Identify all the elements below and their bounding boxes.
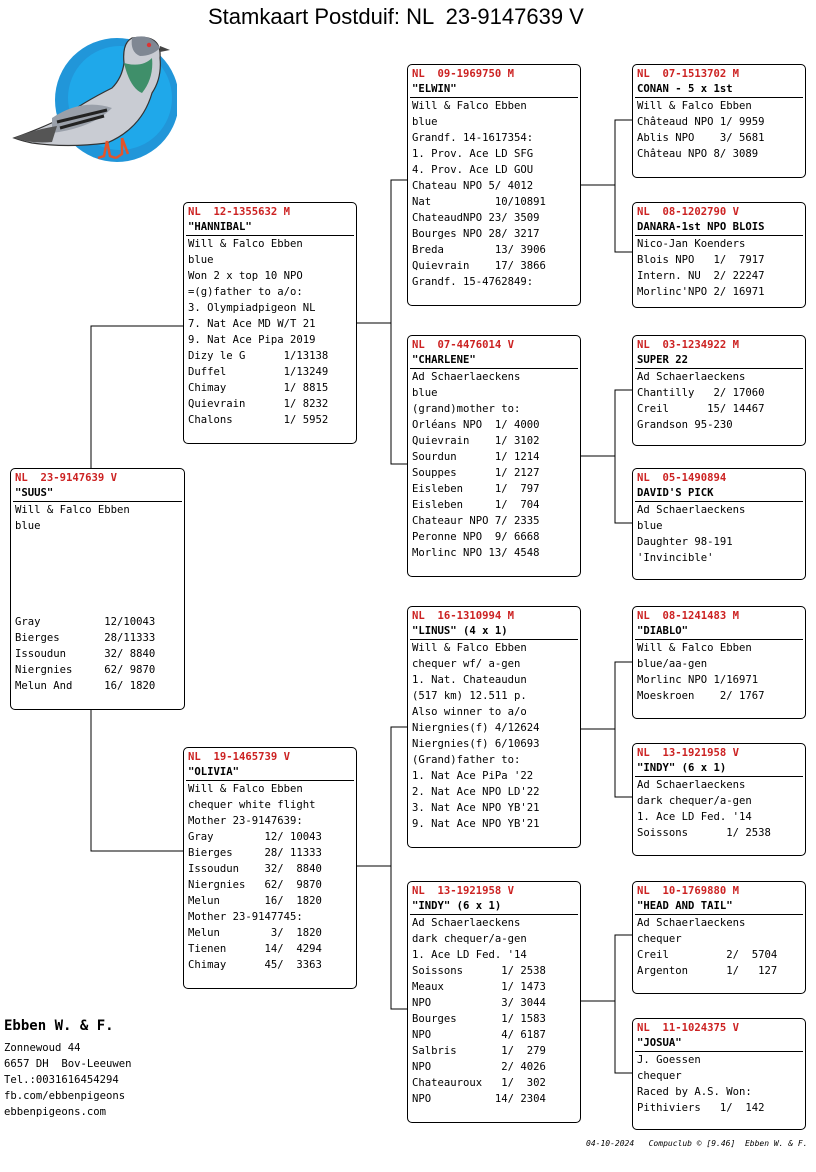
info-line: Creil 2/ 5704 bbox=[637, 949, 778, 961]
pigeon-card-subject bbox=[10, 468, 185, 710]
info-line: (grand)mother to: bbox=[412, 403, 521, 415]
pigeon-card-dss bbox=[632, 606, 806, 719]
pigeon-card-sds bbox=[632, 335, 806, 446]
info-line: Melun 3/ 1820 bbox=[188, 927, 322, 939]
breeder-name: Ebben W. & F. bbox=[4, 1018, 114, 1034]
info-line: 1. Ace LD Fed. '14 bbox=[637, 811, 752, 823]
info-line: Issoudun 32/ 8840 bbox=[188, 863, 322, 875]
info-line: Blois NPO 1/ 7917 bbox=[637, 254, 765, 266]
info-line: Gray 12/ 10043 bbox=[188, 831, 322, 843]
info-line: Mother 23-9147639: bbox=[188, 815, 303, 827]
info-line: Niergnies(f) 6/10693 bbox=[412, 738, 540, 750]
info-line: blue bbox=[15, 520, 41, 532]
info-line: Eisleben 1/ 704 bbox=[412, 499, 540, 511]
pigeon-name: "DIABLO" bbox=[637, 625, 689, 637]
pigeon-name: "OLIVIA" bbox=[188, 766, 240, 778]
info-line: Morlinc'NPO 2/ 16971 bbox=[637, 286, 765, 298]
footer-text: 04-10-2024 Compuclub © [9.46] Ebben W. & F. bbox=[586, 1139, 808, 1148]
info-line: Château NPO 8/ 3089 bbox=[637, 148, 759, 160]
info-line: Will & Falco Ebben bbox=[412, 100, 527, 112]
pigeon-name: "INDY" (6 x 1) bbox=[637, 762, 727, 774]
info-line: Creil 15/ 14467 bbox=[637, 403, 765, 415]
ring-number: NL 03-1234922 M bbox=[637, 339, 740, 351]
pigeon-card-sire-sire bbox=[407, 64, 581, 306]
ring-number: NL 08-1241483 M bbox=[637, 610, 740, 622]
info-line: Grandf. 15-4762849: bbox=[412, 276, 534, 288]
info-line: Moeskroen 2/ 1767 bbox=[637, 690, 765, 702]
breeder-line: Tel.:0031616454294 bbox=[4, 1074, 119, 1086]
info-line: Will & Falco Ebben bbox=[637, 100, 752, 112]
ring-number: NL 13-1921958 V bbox=[637, 747, 740, 759]
ring-number: NL 13-1921958 V bbox=[412, 885, 515, 897]
info-line: blue bbox=[412, 116, 438, 128]
pigeon-name: "SUUS" bbox=[15, 487, 54, 499]
pigeon-card-sire bbox=[183, 202, 357, 444]
info-line: Chalons 1/ 5952 bbox=[188, 414, 329, 426]
info-line: 3. Olympiadpigeon NL bbox=[188, 302, 316, 314]
info-line: Mother 23-9147745: bbox=[188, 911, 303, 923]
info-line: Duffel 1/13249 bbox=[188, 366, 329, 378]
info-line: Bourges NPO 28/ 3217 bbox=[412, 228, 540, 240]
ring-number: NL 23-9147639 V bbox=[15, 472, 118, 484]
breeder-info bbox=[4, 1018, 132, 1120]
info-line: Soissons 1/ 2538 bbox=[637, 827, 771, 839]
pigeon-name: DAVID'S PICK bbox=[637, 487, 714, 499]
info-line: Chateau NPO 5/ 4012 bbox=[412, 180, 534, 192]
info-line: Daughter 98-191 bbox=[637, 536, 733, 548]
pigeon-card-sss bbox=[632, 64, 806, 178]
breeder-line: ebbenpigeons.com bbox=[4, 1106, 107, 1118]
info-line: dark chequer/a-gen bbox=[637, 795, 752, 807]
breeder-line: Zonnewoud 44 bbox=[4, 1042, 81, 1054]
pigeon-card-dsd bbox=[632, 743, 806, 856]
ring-number: NL 07-1513702 M bbox=[637, 68, 740, 80]
pigeon-card-sire-dam bbox=[407, 335, 581, 577]
info-line: 9. Nat Ace Pipa 2019 bbox=[188, 334, 316, 346]
info-line: Grandson 95-230 bbox=[637, 419, 733, 431]
info-line: dark chequer/a-gen bbox=[412, 933, 527, 945]
info-line: Niergnies(f) 4/12624 bbox=[412, 722, 540, 734]
info-line: NPO 3/ 3044 bbox=[412, 997, 546, 1009]
info-line: Nico-Jan Koenders bbox=[637, 238, 746, 250]
info-line: ChateaudNPO 23/ 3509 bbox=[412, 212, 540, 224]
ring-number: NL 12-1355632 M bbox=[188, 206, 291, 218]
pigeon-name: DANARA-1st NPO BLOIS bbox=[637, 221, 765, 233]
pigeon-name: CONAN - 5 x 1st bbox=[637, 83, 733, 95]
result-line: Niergnies 62/ 9870 bbox=[15, 664, 156, 676]
info-line: Argenton 1/ 127 bbox=[637, 965, 778, 977]
info-line: Will & Falco Ebben bbox=[412, 642, 527, 654]
pigeon-card-dds bbox=[632, 881, 806, 994]
info-line: 1. Prov. Ace LD SFG bbox=[412, 148, 534, 160]
info-line: Will & Falco Ebben bbox=[188, 783, 303, 795]
info-line: Sourdun 1/ 1214 bbox=[412, 451, 540, 463]
info-line: Ad Schaerlaeckens bbox=[412, 917, 521, 929]
pigeon-name: "HEAD AND TAIL" bbox=[637, 900, 733, 912]
info-line: Chateauroux 1/ 302 bbox=[412, 1077, 546, 1089]
info-line: (Grand)father to: bbox=[412, 754, 521, 766]
info-line: 4. Prov. Ace LD GOU bbox=[412, 164, 534, 176]
info-line: Will & Falco Ebben bbox=[188, 238, 303, 250]
ring-number: NL 19-1465739 V bbox=[188, 751, 291, 763]
info-line: Melun 16/ 1820 bbox=[188, 895, 322, 907]
pigeon-card-dam bbox=[183, 747, 357, 989]
info-line: Niergnies 62/ 9870 bbox=[188, 879, 322, 891]
result-line: Melun And 16/ 1820 bbox=[15, 680, 156, 692]
result-line: Bierges 28/11333 bbox=[15, 632, 156, 644]
ring-number: NL 08-1202790 V bbox=[637, 206, 740, 218]
result-line: Issoudun 32/ 8840 bbox=[15, 648, 156, 660]
info-line: Quievrain 1/ 8232 bbox=[188, 398, 329, 410]
info-line: Ablis NPO 3/ 5681 bbox=[637, 132, 765, 144]
info-line: Breda 13/ 3906 bbox=[412, 244, 546, 256]
info-line: (517 km) 12.511 p. bbox=[412, 690, 527, 702]
info-line: Peronne NPO 9/ 6668 bbox=[412, 531, 540, 543]
info-line: NPO 2/ 4026 bbox=[412, 1061, 546, 1073]
info-line: 1. Ace LD Fed. '14 bbox=[412, 949, 527, 961]
pigeon-name: "JOSUA" bbox=[637, 1037, 682, 1049]
info-line: Will & Falco Ebben bbox=[637, 642, 752, 654]
info-line: Ad Schaerlaeckens bbox=[412, 371, 521, 383]
result-line: Gray 12/10043 bbox=[15, 616, 156, 628]
info-line: Bourges 1/ 1583 bbox=[412, 1013, 546, 1025]
info-line: Ad Schaerlaeckens bbox=[637, 371, 746, 383]
info-line: blue bbox=[188, 254, 214, 266]
breeder-line: fb.com/ebbenpigeons bbox=[4, 1090, 126, 1102]
info-line: Quievrain 1/ 3102 bbox=[412, 435, 540, 447]
pigeon-name: "ELWIN" bbox=[412, 83, 457, 95]
info-line: 2. Nat Ace NPO LD'22 bbox=[412, 786, 540, 798]
info-line: Chimay 1/ 8815 bbox=[188, 382, 329, 394]
info-line: Châteaud NPO 1/ 9959 bbox=[637, 116, 765, 128]
info-line: 9. Nat Ace NPO YB'21 bbox=[412, 818, 540, 830]
info-line: Souppes 1/ 2127 bbox=[412, 467, 540, 479]
pigeon-name: "LINUS" (4 x 1) bbox=[412, 625, 508, 637]
info-line: Chateaur NPO 7/ 2335 bbox=[412, 515, 540, 527]
pigeon-name: SUPER 22 bbox=[637, 354, 689, 366]
info-line: Raced by A.S. Won: bbox=[637, 1086, 752, 1098]
info-line: Pithiviers 1/ 142 bbox=[637, 1102, 765, 1114]
info-line: Orléans NPO 1/ 4000 bbox=[412, 419, 540, 431]
ring-number: NL 09-1969750 M bbox=[412, 68, 515, 80]
info-line: Morlinc NPO 13/ 4548 bbox=[412, 547, 540, 559]
info-line: chequer bbox=[637, 1070, 682, 1082]
pigeon-card-dam-sire bbox=[407, 606, 581, 848]
info-line: blue bbox=[637, 520, 663, 532]
info-line: Soissons 1/ 2538 bbox=[412, 965, 546, 977]
info-line: 1. Nat Ace PiPa '22 bbox=[412, 770, 534, 782]
info-line: Dizy le G 1/13138 bbox=[188, 350, 329, 362]
info-line: Also winner to a/o bbox=[412, 706, 527, 718]
info-line: Ad Schaerlaeckens bbox=[637, 504, 746, 516]
info-line: Nat 10/10891 bbox=[412, 196, 546, 208]
pigeon-card-dam-dam bbox=[407, 881, 581, 1123]
ring-number: NL 05-1490894 bbox=[637, 472, 727, 484]
info-line: Tienen 14/ 4294 bbox=[188, 943, 322, 955]
info-line: blue bbox=[412, 387, 438, 399]
ring-number: NL 10-1769880 M bbox=[637, 885, 740, 897]
ring-number: NL 07-4476014 V bbox=[412, 339, 515, 351]
pigeon-card-ssd bbox=[632, 202, 806, 308]
info-line: 1. Nat. Chateaudun bbox=[412, 674, 527, 686]
info-line: Eisleben 1/ 797 bbox=[412, 483, 540, 495]
pigeon-card-ddd bbox=[632, 1018, 806, 1130]
info-line: Will & Falco Ebben bbox=[15, 504, 130, 516]
info-line: Chimay 45/ 3363 bbox=[188, 959, 322, 971]
info-line: Chantilly 2/ 17060 bbox=[637, 387, 765, 399]
info-line: 3. Nat Ace NPO YB'21 bbox=[412, 802, 540, 814]
ring-number: NL 16-1310994 M bbox=[412, 610, 515, 622]
info-line: chequer wf/ a-gen bbox=[412, 658, 521, 670]
info-line: Intern. NU 2/ 22247 bbox=[637, 270, 765, 282]
info-line: NPO 14/ 2304 bbox=[412, 1093, 546, 1105]
info-line: Ad Schaerlaeckens bbox=[637, 917, 746, 929]
page-title: Stamkaart Postduif: NL 23-9147639 V bbox=[208, 4, 584, 29]
info-line: 7. Nat Ace MD W/T 21 bbox=[188, 318, 316, 330]
info-line: Salbris 1/ 279 bbox=[412, 1045, 546, 1057]
info-line: Bierges 28/ 11333 bbox=[188, 847, 322, 859]
pigeon-card-sdd bbox=[632, 468, 806, 580]
info-line: J. Goessen bbox=[637, 1054, 701, 1066]
info-line: 'Invincible' bbox=[637, 552, 714, 564]
pigeon-name: "CHARLENE" bbox=[412, 354, 476, 366]
info-line: NPO 4/ 6187 bbox=[412, 1029, 546, 1041]
info-line: =(g)father to a/o: bbox=[188, 286, 303, 298]
info-line: Won 2 x top 10 NPO bbox=[188, 270, 303, 282]
info-line: Morlinc NPO 1/16971 bbox=[637, 674, 759, 686]
info-line: chequer white flight bbox=[188, 799, 316, 811]
info-line: Ad Schaerlaeckens bbox=[637, 779, 746, 791]
pigeon-name: "INDY" (6 x 1) bbox=[412, 900, 502, 912]
info-line: Quievrain 17/ 3866 bbox=[412, 260, 546, 272]
info-line: chequer bbox=[637, 933, 682, 945]
pigeon-name: "HANNIBAL" bbox=[188, 221, 252, 233]
breeder-line: 6657 DH Bov-Leeuwen bbox=[4, 1058, 132, 1070]
ring-number: NL 11-1024375 V bbox=[637, 1022, 740, 1034]
info-line: Meaux 1/ 1473 bbox=[412, 981, 546, 993]
info-line: blue/aa-gen bbox=[637, 658, 708, 670]
info-line: Grandf. 14-1617354: bbox=[412, 132, 534, 144]
